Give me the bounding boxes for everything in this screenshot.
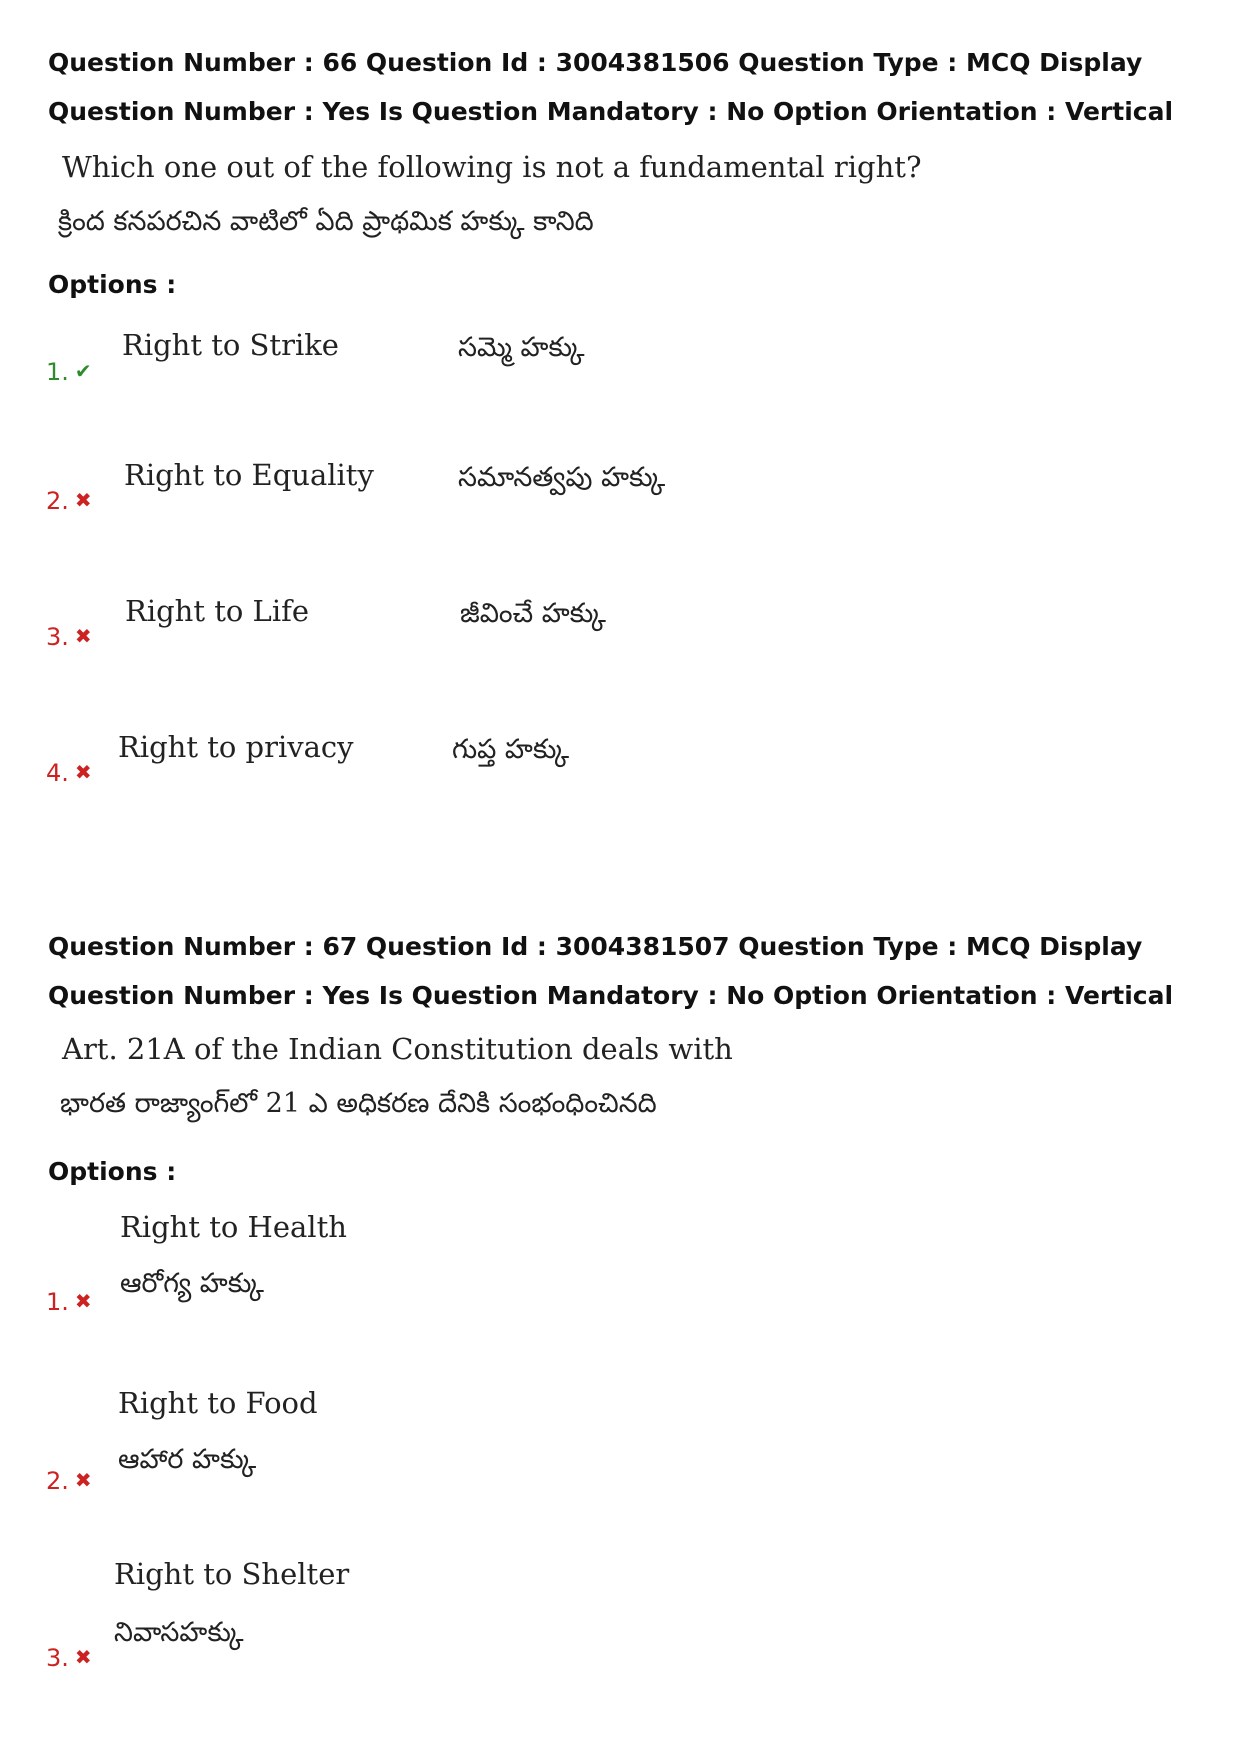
option-text-te: జీవించే హక్కు: [460, 598, 606, 629]
option-text-te: సమ్మె హక్కు: [458, 332, 585, 363]
option-text-en: Right to Shelter: [114, 1557, 350, 1591]
cross-icon: ✖: [74, 760, 92, 784]
option-text-te: నివాసహక్కు: [114, 1617, 244, 1648]
question-67-meta: Question Number : 67 Question Id : 3004381507 Question Type : MCQ Display Question Number : Yes Is Question Mandatory : No Option Orientation : Vertical: [48, 932, 1174, 1010]
question-66-text-en: Which one out of the following is not a fundamental right?: [62, 150, 922, 184]
option-number: 1.: [46, 1288, 69, 1316]
option-number: 3.: [46, 623, 69, 651]
option-text-te: గుప్త హక్కు: [452, 734, 570, 765]
option-number: 2.: [46, 1467, 69, 1495]
check-icon: ✔: [74, 359, 92, 383]
question-67-options-label: Options :: [48, 1157, 177, 1186]
option-text-te: సమానత్వపు హక్కు: [458, 462, 666, 493]
question-66-options-label: Options :: [48, 270, 177, 299]
cross-icon: ✖: [74, 1645, 92, 1669]
cross-icon: ✖: [74, 1468, 92, 1492]
option-number: 4.: [46, 759, 69, 787]
option-text-en: Right to privacy: [118, 730, 354, 764]
option-text-en: Right to Equality: [124, 458, 374, 492]
option-text-en: Right to Health: [120, 1210, 347, 1244]
option-text-en: Right to Food: [118, 1386, 318, 1420]
option-text-te: ఆరోగ్య హక్కు: [120, 1268, 264, 1299]
question-66-text-te: క్రింద కనపరచిన వాటిలో ఏది ప్రాథమిక హక్కు కానిది: [58, 206, 594, 237]
option-text-en: Right to Life: [125, 594, 309, 628]
cross-icon: ✖: [74, 488, 92, 512]
question-67-text-en: Art. 21A of the Indian Constitution deals with: [62, 1032, 733, 1066]
option-number: 3.: [46, 1644, 69, 1672]
option-text-en: Right to Strike: [122, 328, 339, 362]
cross-icon: ✖: [74, 1289, 92, 1313]
cross-icon: ✖: [74, 624, 92, 648]
option-number: 2.: [46, 487, 69, 515]
question-66-meta: Question Number : 66 Question Id : 3004381506 Question Type : MCQ Display Question Number : Yes Is Question Mandatory : No Option Orientation : Vertical: [48, 48, 1174, 126]
option-number: 1.: [46, 358, 69, 386]
option-text-te: ఆహార హక్కు: [118, 1444, 257, 1475]
question-67-text-te: భారత రాజ్యాంగ్‌లో 21 ఎ అధికరణ దేనికి సంభంధించినది: [60, 1088, 657, 1119]
